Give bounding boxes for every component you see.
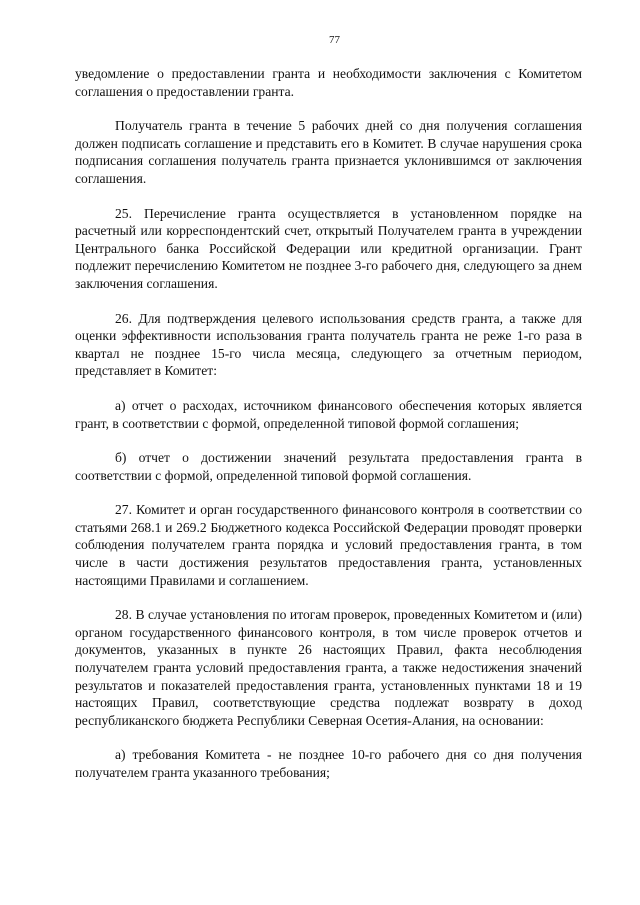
page-number: 77 xyxy=(329,34,340,46)
paragraph-25: 25. Перечисление гранта осуществляется в установленном порядке на расчетный или корреспондентский счет, открытый Получателем гранта в учреждении Центрального банка Российской Федерации или кредитной организации. Грант подлежит перечислению Комитетом не позднее 3-го рабочего дня, следующего за днем заключения соглашения. xyxy=(75,205,582,291)
paragraph-26-a: а) отчет о расходах, источником финансового обеспечения которых является грант, в соответствии с формой, определенной типовой формой соглашения; xyxy=(75,397,582,431)
paragraph-continuation: уведомление о предоставлении гранта и необходимости заключения с Комитетом соглашения о предоставлении гранта. xyxy=(75,66,582,99)
paragraph-27: 27. Комитет и орган государственного финансового контроля в соответствии со статьями 268.1 и 269.2 Бюджетного кодекса Российской Федерации проводят проверки соблюдения получателем гранта порядка и условий предоставления гранта, в том числе в части достижения результатов предоставления гранта, установленных настоящими Правилами и соглашением. xyxy=(75,502,582,588)
paragraph-28: 28. В случае установления по итогам проверок, проведенных Комитетом и (или) органом государственного финансового контроля, в том числе проверок отчетов и документов, указанных в пункте 26 настоящих Правил, факта несоблюдения получателем гранта условий предоставления гранта, а также недостижения значений результатов и показателей предоставления гранта, установленных пунктами 18 и 19 настоящих Правил, соответствующие средства подлежат возврату в доход республиканского бюджета Республики Северная Осетия-Алания, на основании: xyxy=(75,607,582,728)
paragraph-26: 26. Для подтверждения целевого использования средств гранта, а также для оценки эффективности использования гранта получатель гранта не реже 1-го раза в квартал не позднее 15-го числа месяца, следующего за отчетным периодом, представляет в Комитет: xyxy=(75,310,582,379)
paragraph-signing-deadline: Получатель гранта в течение 5 рабочих дней со дня получения соглашения должен подписать соглашение и представить его в Комитет. В случае нарушения срока подписания соглашения получатель гранта признается уклонившимся от заключения соглашения. xyxy=(75,118,582,186)
paragraph-26-b: б) отчет о достижении значений результата предоставления гранта в соответствии с формой, определенной типовой формой соглашения. xyxy=(75,450,582,483)
paragraph-28-a: а) требования Комитета - не позднее 10-го рабочего дня со дня получения получателем гранта указанного требования; xyxy=(75,747,582,780)
